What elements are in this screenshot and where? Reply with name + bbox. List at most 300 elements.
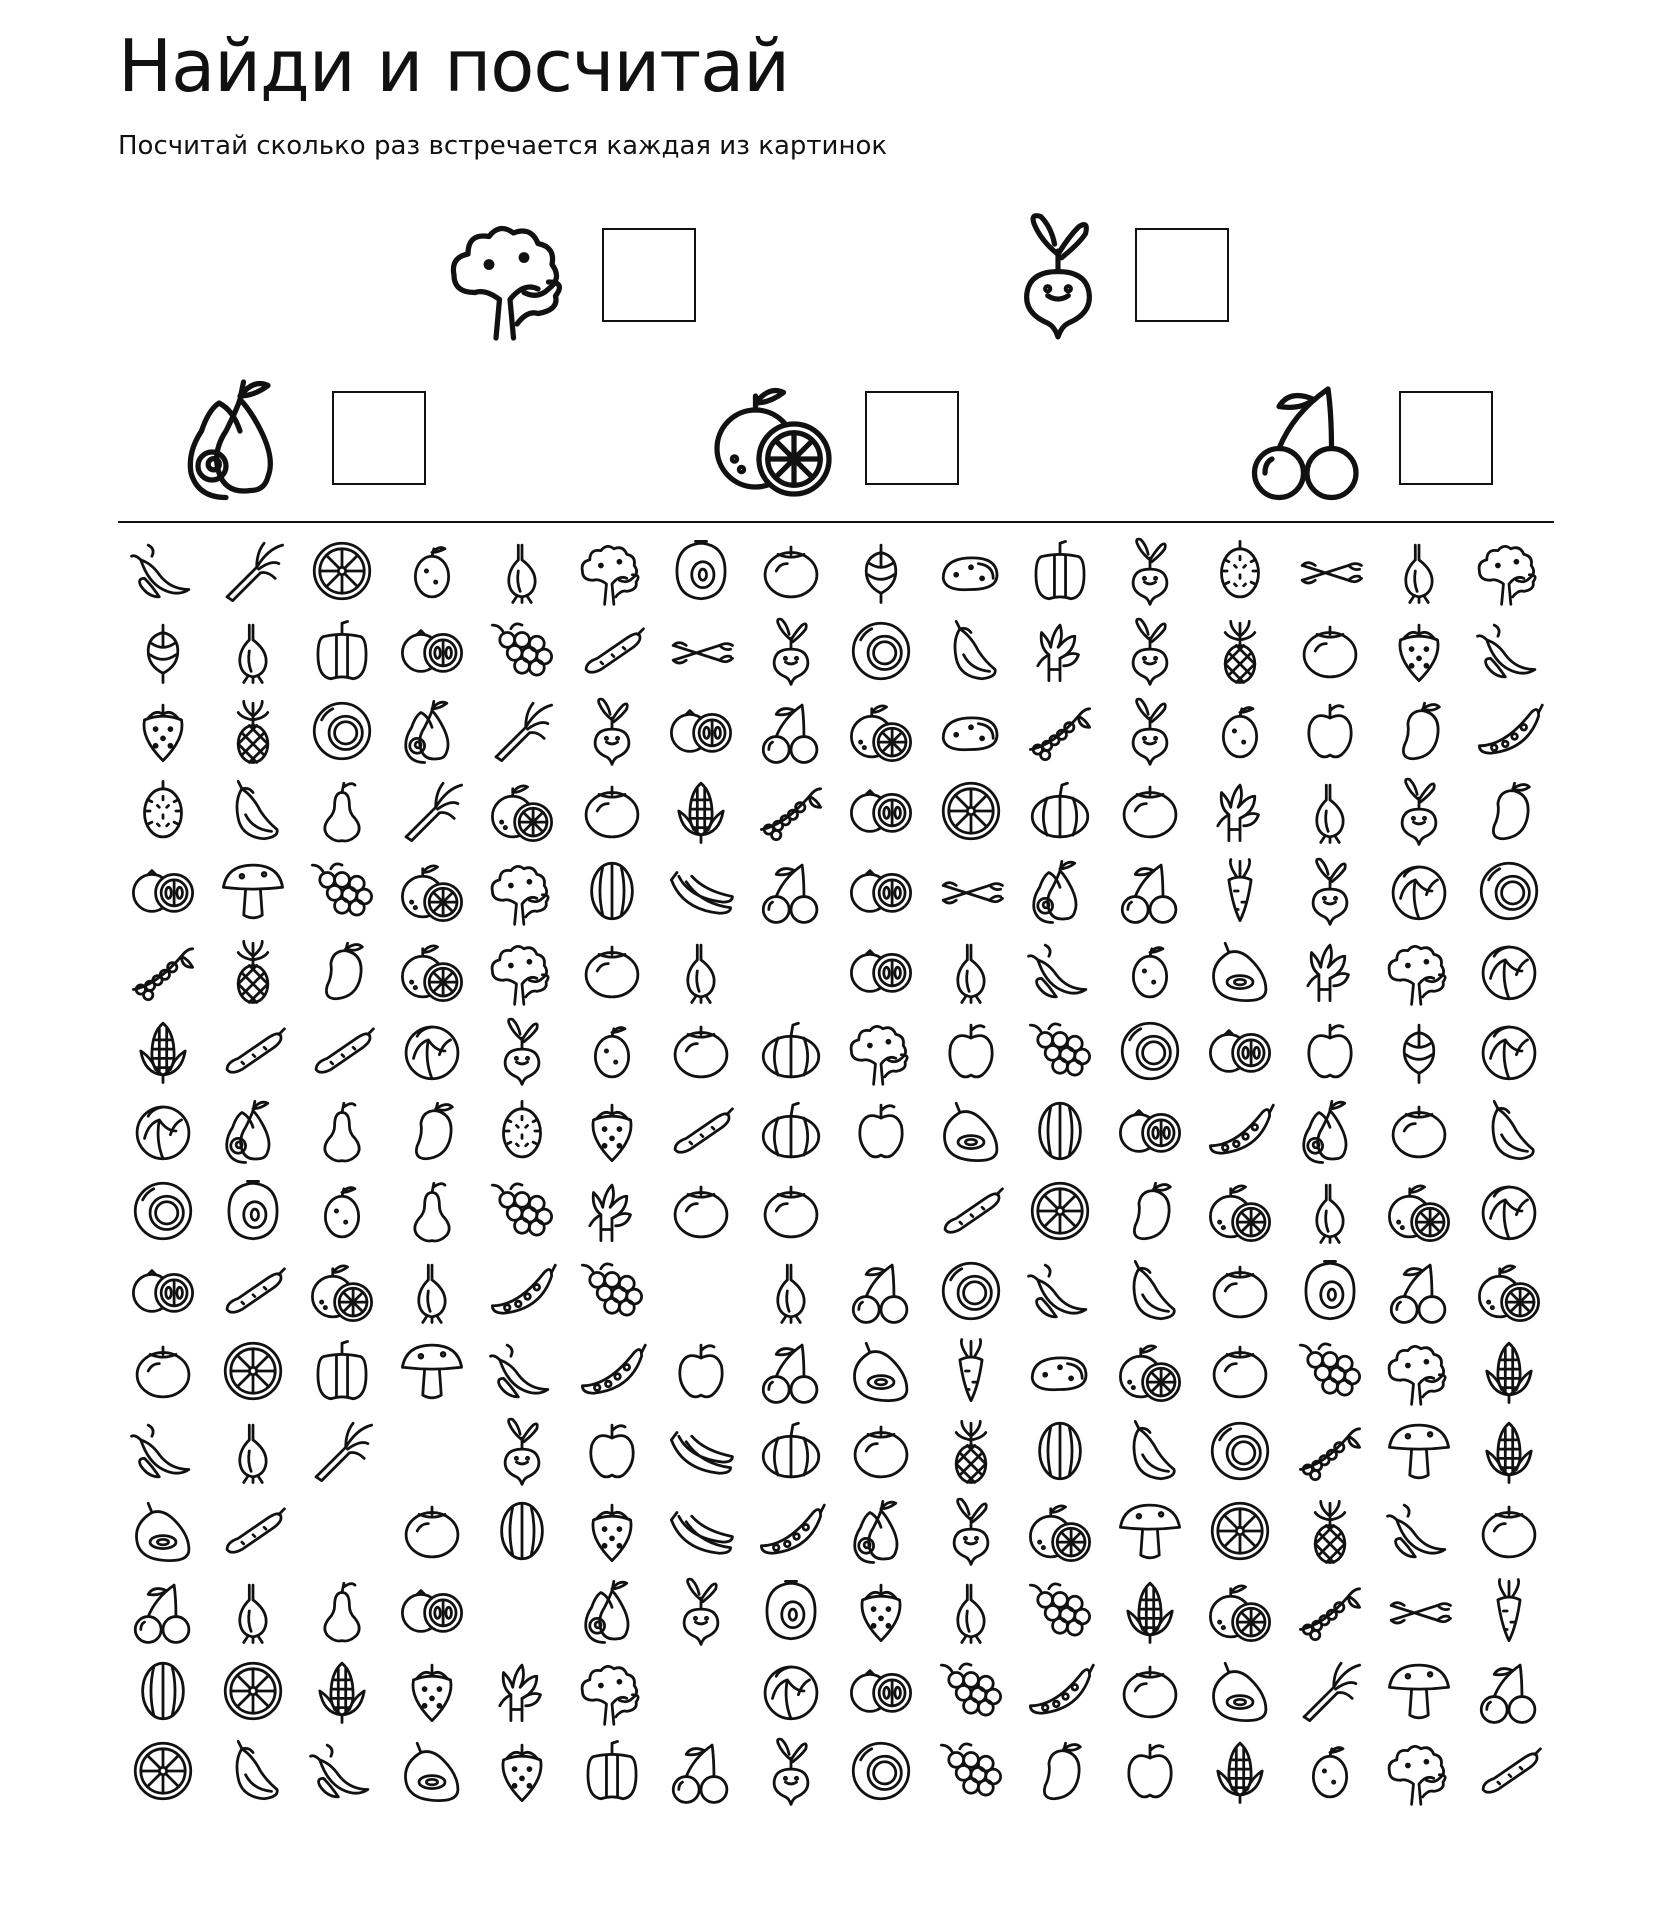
beet-icon — [1003, 205, 1113, 345]
peas-icon — [754, 1494, 828, 1568]
broccoli-icon — [1382, 1334, 1456, 1408]
tomato-icon — [1203, 1334, 1277, 1408]
beet-icon — [485, 1014, 559, 1088]
grid-cell — [1108, 1413, 1192, 1489]
grid-cell — [211, 933, 295, 1009]
grid-cell — [659, 1253, 743, 1329]
lemon-slice-icon — [1023, 1174, 1097, 1248]
grid-cell — [1108, 533, 1192, 609]
corn-icon — [126, 1014, 200, 1088]
durian-icon — [485, 1094, 559, 1168]
leek-icon — [485, 694, 559, 768]
tomato-icon — [126, 1334, 200, 1408]
grid-cell — [480, 1013, 564, 1089]
apple-icon — [1293, 694, 1367, 768]
apple-icon — [575, 1414, 649, 1488]
grid-cell — [1377, 933, 1461, 1009]
grapes-icon — [934, 1734, 1008, 1808]
grid-cell — [300, 1573, 384, 1649]
cucumber-icon — [575, 614, 649, 688]
onion-icon — [395, 1254, 469, 1328]
corn-icon — [1472, 1334, 1546, 1408]
grid-cell — [1288, 1333, 1372, 1409]
banana-icon — [664, 854, 738, 928]
durian-icon — [126, 774, 200, 848]
grid-cell — [211, 853, 295, 929]
carrot-icon — [1472, 1574, 1546, 1648]
grid-cell — [1018, 1173, 1102, 1249]
cabbage-icon — [1472, 1174, 1546, 1248]
grid-cell — [1377, 613, 1461, 689]
grid-cell — [659, 1653, 743, 1729]
grid-cell — [749, 1253, 833, 1329]
grid-cell — [1377, 1173, 1461, 1249]
cherry-icon — [754, 694, 828, 768]
pineapple-icon — [1203, 614, 1277, 688]
avocado-icon — [844, 1494, 918, 1568]
grid-cell — [1288, 1573, 1372, 1649]
grid-cell — [1377, 1333, 1461, 1409]
grid-cell — [1467, 1093, 1551, 1169]
grid-cell — [659, 1733, 743, 1809]
broccoli-icon — [485, 934, 559, 1008]
grid-cell — [1467, 1333, 1551, 1409]
mango-icon — [1472, 774, 1546, 848]
grid-cell — [839, 613, 923, 689]
grid-cell — [121, 1253, 205, 1329]
grid-cell — [211, 1493, 295, 1569]
grid-cell — [929, 1333, 1013, 1409]
grid-cell — [1288, 1733, 1372, 1809]
grid-cell — [121, 933, 205, 1009]
grid-cell — [839, 853, 923, 929]
grid-cell — [1377, 1413, 1461, 1489]
mushroom-icon — [216, 854, 290, 928]
raspberry-icon — [305, 1494, 379, 1568]
answer-box-broccoli[interactable] — [602, 228, 696, 322]
cabbage-icon — [754, 1654, 828, 1728]
grid-cell — [1108, 853, 1192, 929]
grid-cell — [1108, 1653, 1192, 1729]
tomato-cut-icon — [664, 694, 738, 768]
grid-cell — [121, 1653, 205, 1729]
cherry-icon — [1382, 1254, 1456, 1328]
grid-cell — [929, 1733, 1013, 1809]
potato-icon — [934, 694, 1008, 768]
grid-cell — [659, 853, 743, 929]
grid-cell — [570, 933, 654, 1009]
grid-cell — [390, 1093, 474, 1169]
lemon-icon — [305, 1174, 379, 1248]
tomato-icon — [395, 1494, 469, 1568]
answer-box-cherry[interactable] — [1399, 391, 1493, 485]
grid-cell — [1108, 773, 1192, 849]
coconut-icon — [126, 1174, 200, 1248]
grapes-icon — [1023, 1574, 1097, 1648]
grid-cell — [1288, 613, 1372, 689]
grid-cell — [929, 1093, 1013, 1169]
watermelon-icon — [126, 1654, 200, 1728]
grid-cell — [1198, 1013, 1282, 1089]
grid-cell — [211, 773, 295, 849]
beet-icon — [1113, 534, 1187, 608]
grid-cell — [1018, 933, 1102, 1009]
grid-cell — [1108, 1733, 1192, 1809]
tomato-cut-icon — [1203, 1014, 1277, 1088]
orange-icon — [1203, 1174, 1277, 1248]
beet-icon — [1113, 614, 1187, 688]
grid-cell — [121, 1093, 205, 1169]
grid-cell — [300, 1253, 384, 1329]
grid-cell — [211, 1333, 295, 1409]
grid-cell — [570, 1733, 654, 1809]
cabbage-icon — [395, 1014, 469, 1088]
grid-cell — [390, 1173, 474, 1249]
tomato-icon — [754, 1174, 828, 1248]
grid-cell — [211, 1093, 295, 1169]
grid-cell — [749, 1333, 833, 1409]
grid-cell — [659, 533, 743, 609]
grid-cell — [659, 1093, 743, 1169]
watermelon-icon — [575, 854, 649, 928]
grid-cell — [570, 533, 654, 609]
mango-icon — [1023, 1734, 1097, 1808]
mushroom-icon — [1382, 1654, 1456, 1728]
tomato-icon — [664, 1174, 738, 1248]
grid-cell — [390, 1413, 474, 1489]
pumpkin-icon — [754, 1094, 828, 1168]
grid-cell — [839, 1493, 923, 1569]
grid-cell — [570, 1493, 654, 1569]
herbs-icon — [485, 1654, 559, 1728]
beet-icon — [754, 1734, 828, 1808]
grid-cell — [1198, 1413, 1282, 1489]
lemon-icon — [1203, 694, 1277, 768]
onion-icon — [754, 1254, 828, 1328]
grid-cell — [929, 1013, 1013, 1089]
grid-cell — [1377, 1093, 1461, 1169]
bell-pepper-icon — [305, 1334, 379, 1408]
leek-icon — [1293, 1654, 1367, 1728]
target-cherry — [1237, 368, 1493, 508]
grid-cell — [570, 1173, 654, 1249]
grid-cell — [1288, 693, 1372, 769]
grid-cell — [211, 1173, 295, 1249]
cherry-icon — [754, 1334, 828, 1408]
tomato-icon — [754, 534, 828, 608]
orange-icon — [1472, 1254, 1546, 1328]
grid-cell — [1377, 693, 1461, 769]
strawberry-icon — [844, 1574, 918, 1648]
tomato-icon — [1203, 1254, 1277, 1328]
watermelon-icon — [1023, 1414, 1097, 1488]
grid-cell — [390, 1333, 474, 1409]
grid-cell — [211, 693, 295, 769]
grid-cell — [749, 1653, 833, 1729]
grid-cell — [480, 1653, 564, 1729]
grid-cell — [300, 773, 384, 849]
carrots-icon — [664, 614, 738, 688]
grid-cell — [1467, 1653, 1551, 1729]
grid-cell — [570, 693, 654, 769]
orange-icon — [305, 1254, 379, 1328]
papaya-icon — [1203, 1654, 1277, 1728]
grid-cell — [839, 693, 923, 769]
grid-cell — [1198, 1653, 1282, 1729]
grid-cell — [300, 533, 384, 609]
grid-cell — [570, 1253, 654, 1329]
grid-cell — [839, 933, 923, 1009]
grid-cell — [1018, 1253, 1102, 1329]
grapes-icon — [1293, 1334, 1367, 1408]
grid-cell — [1377, 533, 1461, 609]
tomato-cut-icon — [395, 1574, 469, 1648]
grid-cell — [211, 1413, 295, 1489]
grid-cell — [211, 613, 295, 689]
mango-icon — [305, 934, 379, 1008]
orange-icon — [703, 368, 843, 508]
orange-icon — [1382, 1174, 1456, 1248]
grid-cell — [1467, 933, 1551, 1009]
lemon-icon — [1113, 934, 1187, 1008]
carrots-icon — [1382, 1574, 1456, 1648]
banana-icon — [664, 1494, 738, 1568]
grid-cell — [390, 1013, 474, 1089]
tomato-icon — [664, 1014, 738, 1088]
grid-cell — [929, 1413, 1013, 1489]
grid-cell — [1108, 1493, 1192, 1569]
grid-cell — [1018, 1333, 1102, 1409]
beet-icon — [934, 1494, 1008, 1568]
page-title: Найди и посчитай — [118, 24, 790, 108]
grid-cell — [300, 933, 384, 1009]
grid-cell — [1467, 1253, 1551, 1329]
kiwi-icon — [754, 1574, 828, 1648]
tomato-cut-icon — [844, 774, 918, 848]
artichoke-icon — [844, 534, 918, 608]
grid-cell — [1377, 1013, 1461, 1089]
corn-icon — [305, 1654, 379, 1728]
grid-cell — [570, 1573, 654, 1649]
broccoli-icon — [575, 1654, 649, 1728]
grid-cell — [480, 1733, 564, 1809]
broccoli-icon — [485, 854, 559, 928]
cucumber-icon — [216, 1254, 290, 1328]
grid-cell — [1018, 1653, 1102, 1729]
grid-cell — [570, 1653, 654, 1729]
coconut-icon — [844, 614, 918, 688]
carrots-icon — [1293, 534, 1367, 608]
grid-cell — [839, 1173, 923, 1249]
grid-cell — [211, 1253, 295, 1329]
currant-icon — [1023, 694, 1097, 768]
tomato-icon — [1113, 774, 1187, 848]
grid-cell — [480, 1413, 564, 1489]
grid-cell — [390, 1493, 474, 1569]
raspberry-icon — [754, 934, 828, 1008]
grid-cell — [121, 773, 205, 849]
broccoli-icon — [440, 205, 580, 345]
raspberry-icon — [844, 1174, 918, 1248]
grid-cell — [1467, 773, 1551, 849]
onion-icon — [1293, 774, 1367, 848]
answer-box-beet[interactable] — [1135, 228, 1229, 322]
grid-cell — [929, 613, 1013, 689]
answer-box-orange[interactable] — [865, 391, 959, 485]
grid-cell — [390, 1573, 474, 1649]
mushroom-icon — [1382, 1414, 1456, 1488]
apple-icon — [664, 1334, 738, 1408]
grid-cell — [121, 693, 205, 769]
grid-cell — [480, 773, 564, 849]
grid-cell — [659, 1413, 743, 1489]
grapes-icon — [575, 1254, 649, 1328]
lemon-icon — [575, 1014, 649, 1088]
grid-cell — [1288, 1093, 1372, 1169]
tomato-icon — [844, 1414, 918, 1488]
cherry-icon — [1237, 368, 1377, 508]
cabbage-icon — [1382, 854, 1456, 928]
grid-cell — [121, 1173, 205, 1249]
grid-cell — [839, 1733, 923, 1809]
answer-box-avocado[interactable] — [332, 391, 426, 485]
tomato-cut-icon — [395, 614, 469, 688]
grid-cell — [1198, 1493, 1282, 1569]
grid-cell — [1288, 1253, 1372, 1329]
grid-cell — [839, 773, 923, 849]
currant-icon — [1293, 1574, 1367, 1648]
cucumber-icon — [664, 1094, 738, 1168]
grid-cell — [839, 1333, 923, 1409]
papaya-icon — [1203, 934, 1277, 1008]
watermelon-icon — [485, 1494, 559, 1568]
grid-cell — [121, 1333, 205, 1409]
grid-cell — [749, 1093, 833, 1169]
broccoli-icon — [1382, 934, 1456, 1008]
grid-cell — [1377, 1253, 1461, 1329]
grid-cell — [570, 1333, 654, 1409]
grid-cell — [929, 1173, 1013, 1249]
grid-cell — [1198, 1253, 1282, 1329]
tomato-cut-icon — [126, 854, 200, 928]
grid-cell — [211, 1573, 295, 1649]
grid-cell — [1108, 693, 1192, 769]
grid-cell — [929, 693, 1013, 769]
grid-cell — [300, 613, 384, 689]
eggplant-icon — [1472, 1094, 1546, 1168]
coconut-icon — [844, 1734, 918, 1808]
grid-cell — [300, 1733, 384, 1809]
bell-pepper-icon — [1023, 534, 1097, 608]
apple-icon — [1293, 1014, 1367, 1088]
grid-cell — [749, 1173, 833, 1249]
grid-cell — [839, 1573, 923, 1649]
pineapple-icon — [216, 694, 290, 768]
cucumber-icon — [216, 1494, 290, 1568]
pepper-icon — [485, 1334, 559, 1408]
grid-cell — [749, 773, 833, 849]
grid-cell — [1018, 693, 1102, 769]
herbs-icon — [575, 1174, 649, 1248]
grid-cell — [749, 933, 833, 1009]
grid-cell — [121, 1493, 205, 1569]
grid-cell — [1018, 533, 1102, 609]
potato-icon — [934, 534, 1008, 608]
pineapple-icon — [1293, 1494, 1367, 1568]
avocado-icon — [216, 1094, 290, 1168]
broccoli-icon — [1472, 534, 1546, 608]
beet-icon — [1382, 774, 1456, 848]
onion-icon — [934, 934, 1008, 1008]
grid-cell — [211, 1653, 295, 1729]
peas-icon — [1472, 694, 1546, 768]
grid-cell — [749, 1013, 833, 1089]
pear-icon — [305, 774, 379, 848]
grid-cell — [300, 1093, 384, 1169]
papaya-icon — [844, 1334, 918, 1408]
artichoke-icon — [126, 614, 200, 688]
carrot-icon — [934, 1334, 1008, 1408]
lemon-icon — [1293, 1734, 1367, 1808]
grid-cell — [659, 1493, 743, 1569]
grid-cell — [480, 533, 564, 609]
grid-cell — [390, 533, 474, 609]
beet-icon — [575, 694, 649, 768]
target-beet — [1003, 205, 1229, 345]
tomato-icon — [1472, 1494, 1546, 1568]
papaya-icon — [934, 1094, 1008, 1168]
eggplant-icon — [1113, 1414, 1187, 1488]
cucumber-icon — [305, 1014, 379, 1088]
grid-cell — [1198, 933, 1282, 1009]
grid-cell — [1377, 1653, 1461, 1729]
grid-cell — [659, 693, 743, 769]
grid-cell — [390, 1733, 474, 1809]
orange-icon — [1203, 1574, 1277, 1648]
grid-cell — [211, 1013, 295, 1089]
grid-cell — [1108, 1173, 1192, 1249]
grid-cell — [121, 1013, 205, 1089]
grid-cell — [570, 773, 654, 849]
cabbage-icon — [1472, 1014, 1546, 1088]
grid-cell — [570, 1093, 654, 1169]
artichoke-icon — [1382, 1014, 1456, 1088]
cherry-icon — [754, 854, 828, 928]
grid-cell — [1377, 1573, 1461, 1649]
orange-icon — [485, 774, 559, 848]
beet-icon — [664, 1574, 738, 1648]
grid-cell — [839, 1093, 923, 1169]
pumpkin-icon — [1023, 774, 1097, 848]
grid-cell — [390, 933, 474, 1009]
grid-cell — [300, 1173, 384, 1249]
beet-icon — [1293, 854, 1367, 928]
grid-cell — [839, 1253, 923, 1329]
grid-cell — [570, 853, 654, 929]
cabbage-icon — [1472, 934, 1546, 1008]
peas-icon — [485, 1254, 559, 1328]
grid-cell — [1198, 773, 1282, 849]
grid-cell — [1467, 853, 1551, 929]
grid-cell — [659, 613, 743, 689]
grid-cell — [749, 533, 833, 609]
grid-cell — [570, 613, 654, 689]
eggplant-icon — [934, 614, 1008, 688]
grid-cell — [1467, 1413, 1551, 1489]
grid-cell — [1018, 1413, 1102, 1489]
tomato-cut-icon — [844, 1654, 918, 1728]
pepper-icon — [1382, 1494, 1456, 1568]
